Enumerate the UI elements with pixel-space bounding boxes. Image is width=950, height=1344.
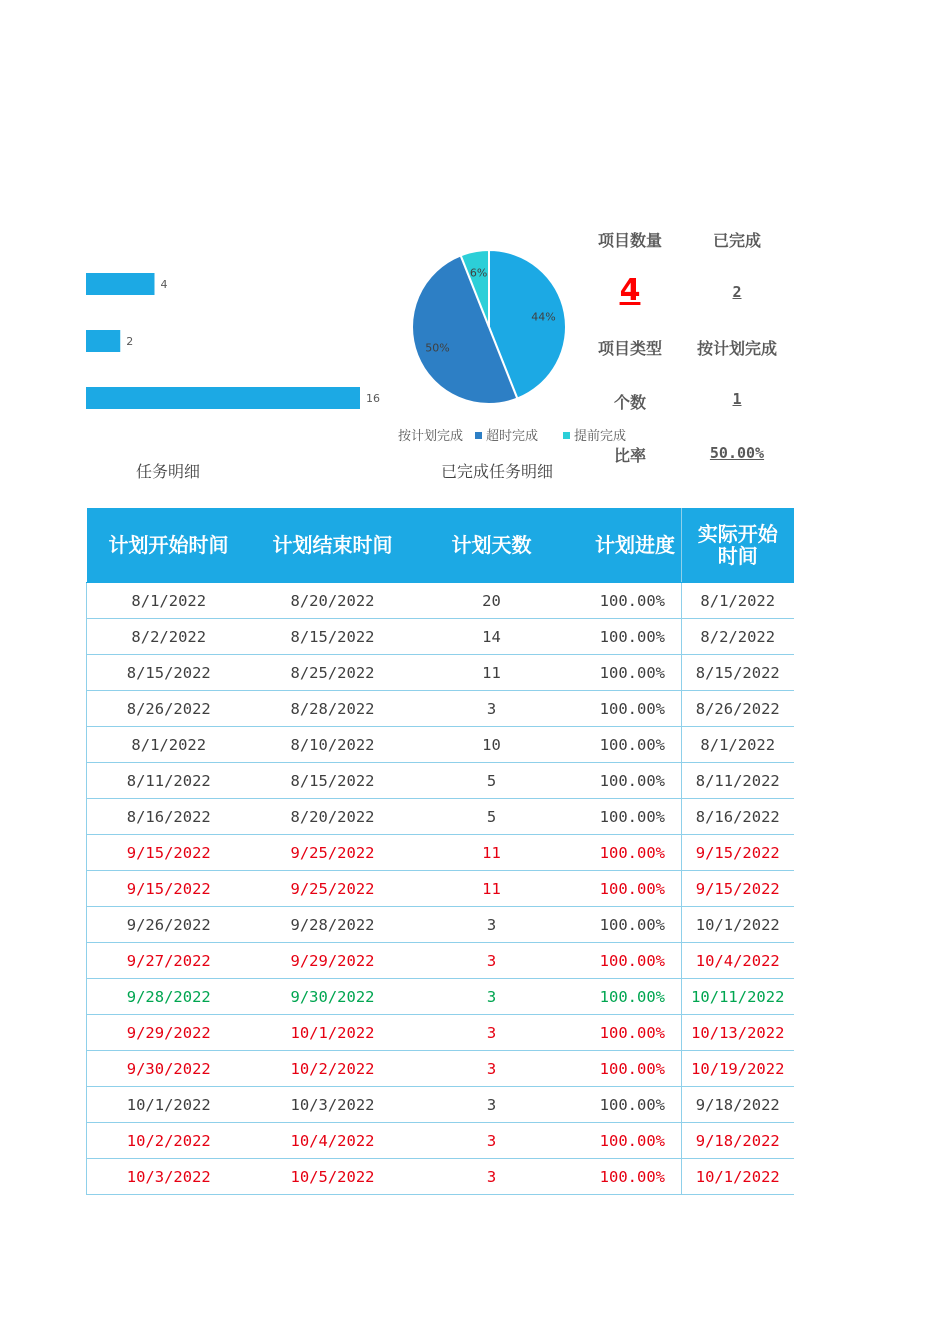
cell-plan-end: 8/20/2022 [251, 799, 415, 835]
bar-value-label: 2 [126, 335, 134, 348]
table-row [87, 763, 794, 799]
table-row [87, 1087, 794, 1123]
cell-plan-progress: 100.00% [569, 979, 682, 1015]
cell-actual-start: 10/19/2022 [682, 1051, 794, 1087]
cell-plan-start: 8/1/2022 [87, 583, 251, 619]
cell-plan-start: 8/16/2022 [87, 799, 251, 835]
cell-plan-start: 10/3/2022 [87, 1159, 251, 1195]
task-bar-chart [80, 255, 410, 425]
cell-actual-start: 8/26/2022 [682, 691, 794, 727]
cell-actual-start: 10/13/2022 [682, 1015, 794, 1051]
cell-plan-progress: 100.00% [569, 1087, 682, 1123]
count-label: 个数 [613, 393, 646, 412]
bar-value-label: 16 [366, 392, 380, 405]
header-plan-end: 计划结束时间 [251, 508, 415, 583]
bar-chart-caption: 任务明细 [135, 462, 200, 481]
cell-plan-days: 3 [415, 1123, 569, 1159]
table-row [87, 907, 794, 943]
cell-actual-start: 8/1/2022 [682, 727, 794, 763]
cell-plan-start: 9/29/2022 [87, 1015, 251, 1051]
cell-plan-end: 10/2/2022 [251, 1051, 415, 1087]
cell-actual-start: 9/15/2022 [682, 871, 794, 907]
cell-plan-end: 9/28/2022 [251, 907, 415, 943]
cell-plan-days: 11 [415, 655, 569, 691]
cell-plan-end: 8/20/2022 [251, 583, 415, 619]
pie-slice-label: 50% [425, 341, 450, 355]
table-row [87, 1015, 794, 1051]
cell-plan-progress: 100.00% [569, 1051, 682, 1087]
table-row [87, 799, 794, 835]
cell-plan-start: 9/15/2022 [87, 871, 251, 907]
header-plan-start: 计划开始时间 [87, 508, 251, 583]
cell-plan-progress: 100.00% [569, 1159, 682, 1195]
table-row [87, 1159, 794, 1195]
ratio-label: 比率 [613, 446, 646, 465]
project-count-value: 4 [619, 273, 641, 308]
cell-plan-days: 10 [415, 727, 569, 763]
cell-plan-days: 11 [415, 835, 569, 871]
cell-plan-start: 8/11/2022 [87, 763, 251, 799]
cell-actual-start: 8/1/2022 [682, 583, 794, 619]
cell-plan-progress: 100.00% [569, 583, 682, 619]
cell-plan-days: 3 [415, 1159, 569, 1195]
cell-plan-start: 9/28/2022 [87, 979, 251, 1015]
cell-plan-progress: 100.00% [569, 1015, 682, 1051]
cell-plan-start: 8/1/2022 [87, 727, 251, 763]
completed-value: 2 [732, 283, 742, 301]
cell-plan-end: 8/15/2022 [251, 619, 415, 655]
cell-plan-progress: 100.00% [569, 763, 682, 799]
cell-actual-start: 10/11/2022 [682, 979, 794, 1015]
task-table [86, 508, 794, 1195]
cell-plan-progress: 100.00% [569, 799, 682, 835]
cell-plan-start: 10/2/2022 [87, 1123, 251, 1159]
project-count-label: 项目数量 [597, 231, 662, 250]
bar-value-label: 4 [160, 278, 168, 291]
cell-plan-days: 3 [415, 691, 569, 727]
cell-actual-start: 9/18/2022 [682, 1123, 794, 1159]
cell-plan-start: 9/26/2022 [87, 907, 251, 943]
header-actual-start-line2: 时间 [717, 544, 758, 568]
cell-actual-start: 10/1/2022 [682, 1159, 794, 1195]
legend-label: 提前完成 [574, 429, 627, 444]
cell-plan-end: 10/4/2022 [251, 1123, 415, 1159]
cell-plan-end: 8/10/2022 [251, 727, 415, 763]
cell-plan-days: 20 [415, 583, 569, 619]
cell-plan-progress: 100.00% [569, 835, 682, 871]
cell-plan-days: 3 [415, 1087, 569, 1123]
legend-swatch [563, 432, 570, 439]
cell-plan-end: 9/25/2022 [251, 871, 415, 907]
cell-plan-start: 8/15/2022 [87, 655, 251, 691]
cell-plan-start: 8/2/2022 [87, 619, 251, 655]
legend-swatch [475, 432, 482, 439]
pie-chart-caption: 已完成任务明细 [440, 462, 553, 481]
legend-label: 按计划完成 [398, 429, 464, 444]
project-type-value: 按计划完成 [696, 339, 777, 358]
ratio-value: 50.00% [709, 444, 765, 462]
cell-actual-start: 10/4/2022 [682, 943, 794, 979]
cell-actual-start: 9/18/2022 [682, 1087, 794, 1123]
cell-plan-progress: 100.00% [569, 943, 682, 979]
table-row [87, 583, 794, 619]
bar [86, 330, 120, 352]
cell-plan-end: 9/30/2022 [251, 979, 415, 1015]
header-plan-days: 计划天数 [415, 508, 569, 583]
cell-plan-days: 11 [415, 871, 569, 907]
cell-plan-end: 10/3/2022 [251, 1087, 415, 1123]
table-row [87, 727, 794, 763]
cell-actual-start: 8/15/2022 [682, 655, 794, 691]
table-row [87, 1123, 794, 1159]
cell-plan-end: 8/28/2022 [251, 691, 415, 727]
cell-plan-end: 8/25/2022 [251, 655, 415, 691]
table-row [87, 835, 794, 871]
project-type-label: 项目类型 [597, 339, 662, 358]
cell-plan-end: 9/25/2022 [251, 835, 415, 871]
table-header-row [87, 508, 794, 583]
cell-plan-start: 9/15/2022 [87, 835, 251, 871]
cell-plan-start: 9/30/2022 [87, 1051, 251, 1087]
completed-label: 已完成 [712, 231, 761, 250]
cell-plan-progress: 100.00% [569, 1123, 682, 1159]
header-plan-progress: 计划进度 [569, 508, 682, 583]
table-row [87, 655, 794, 691]
cell-plan-start: 10/1/2022 [87, 1087, 251, 1123]
cell-actual-start: 8/11/2022 [682, 763, 794, 799]
bar [86, 273, 155, 295]
cell-plan-progress: 100.00% [569, 655, 682, 691]
cell-plan-progress: 100.00% [569, 871, 682, 907]
cell-plan-days: 3 [415, 907, 569, 943]
table-row [87, 871, 794, 907]
cell-plan-days: 5 [415, 763, 569, 799]
cell-plan-progress: 100.00% [569, 907, 682, 943]
table-row [87, 619, 794, 655]
table-row [87, 1051, 794, 1087]
table-row [87, 943, 794, 979]
cell-plan-end: 10/1/2022 [251, 1015, 415, 1051]
cell-plan-days: 3 [415, 1051, 569, 1087]
cell-plan-days: 3 [415, 1015, 569, 1051]
cell-plan-start: 8/26/2022 [87, 691, 251, 727]
cell-plan-days: 3 [415, 979, 569, 1015]
cell-plan-end: 9/29/2022 [251, 943, 415, 979]
pie-slice-label: 44% [531, 310, 556, 324]
cell-actual-start: 8/16/2022 [682, 799, 794, 835]
header-actual-start-line1: 实际开始 [697, 522, 778, 546]
cell-plan-days: 14 [415, 619, 569, 655]
legend-label: 超时完成 [486, 429, 539, 444]
cell-plan-progress: 100.00% [569, 691, 682, 727]
table-row [87, 979, 794, 1015]
cell-plan-end: 10/5/2022 [251, 1159, 415, 1195]
header-actual-start [682, 508, 794, 583]
count-value: 1 [732, 390, 742, 408]
cell-plan-progress: 100.00% [569, 727, 682, 763]
cell-actual-start: 9/15/2022 [682, 835, 794, 871]
cell-actual-start: 8/2/2022 [682, 619, 794, 655]
pie-slice-label: 6% [469, 266, 488, 280]
cell-plan-days: 5 [415, 799, 569, 835]
cell-plan-end: 8/15/2022 [251, 763, 415, 799]
cell-actual-start: 10/1/2022 [682, 907, 794, 943]
cell-plan-start: 9/27/2022 [87, 943, 251, 979]
bar [86, 387, 360, 409]
cell-plan-days: 3 [415, 943, 569, 979]
cell-plan-progress: 100.00% [569, 619, 682, 655]
table-row [87, 691, 794, 727]
